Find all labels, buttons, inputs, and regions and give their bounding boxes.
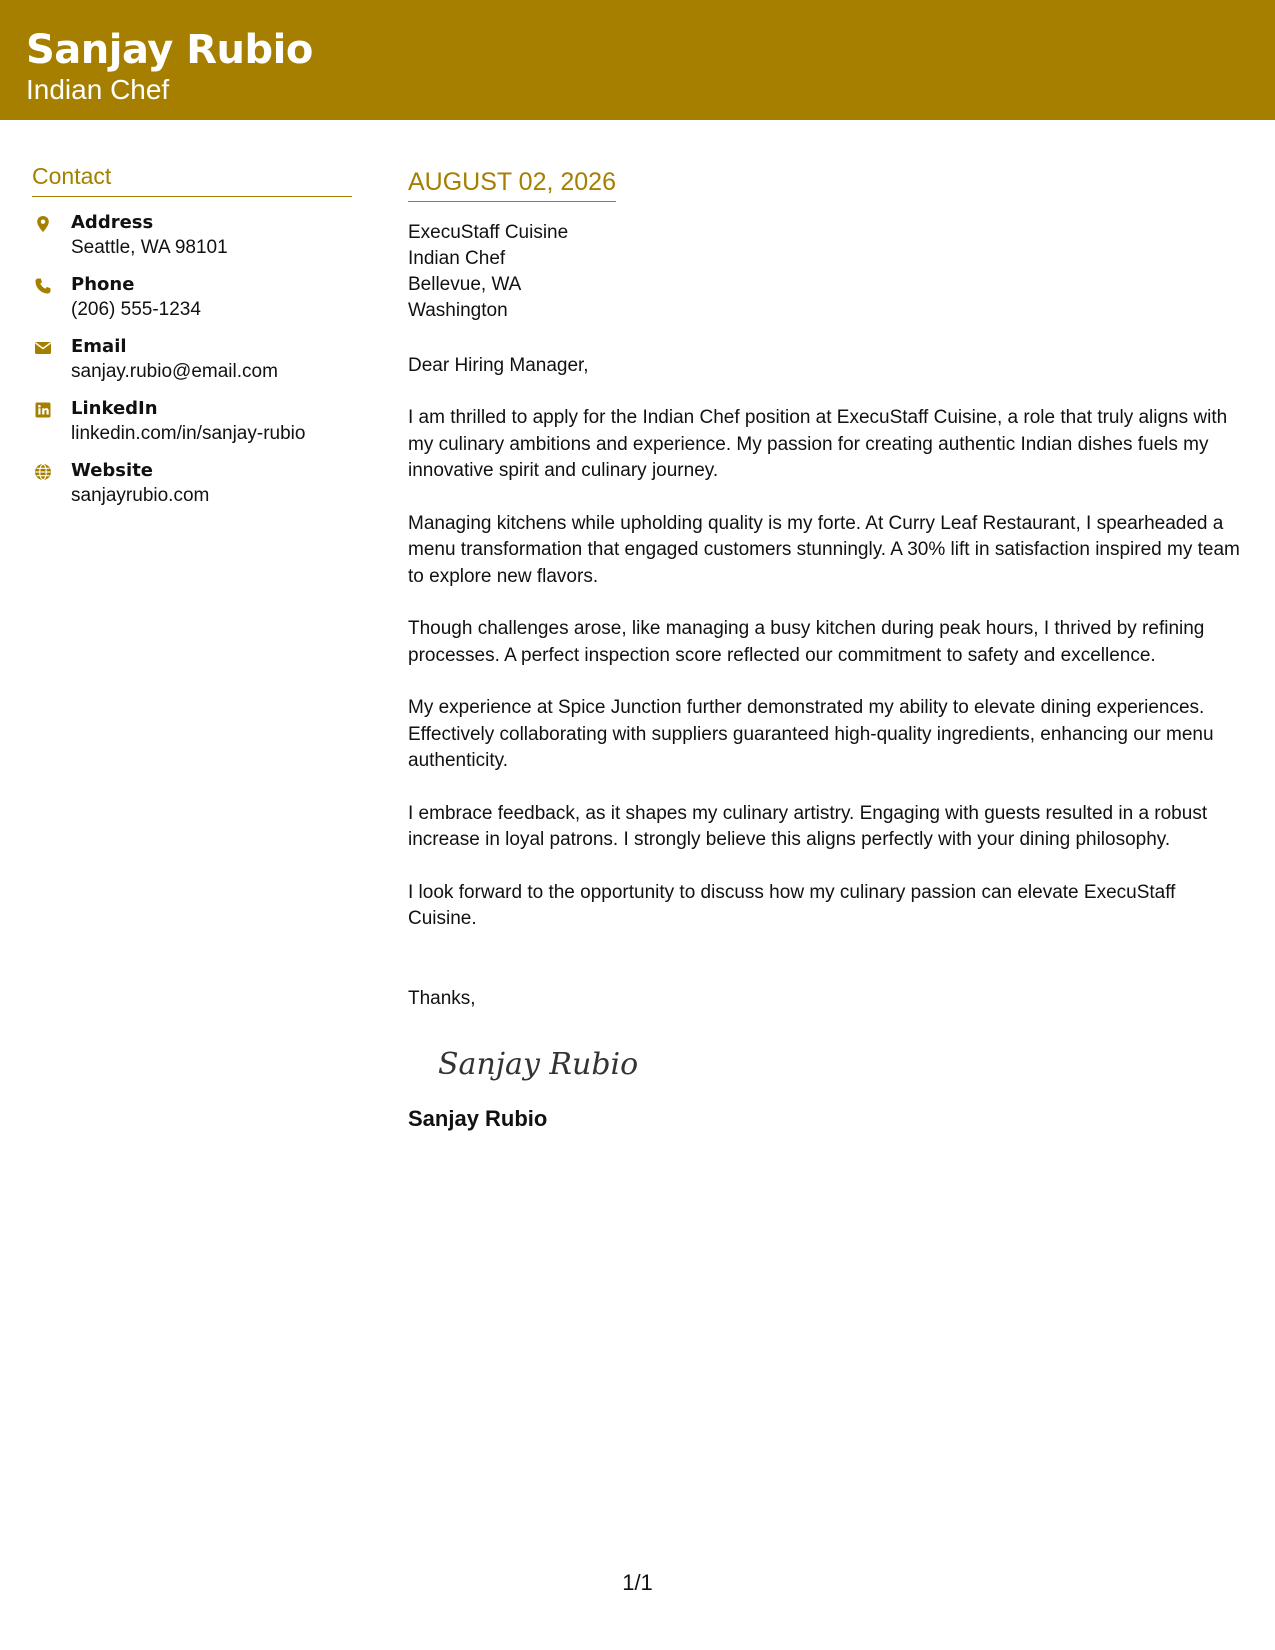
handwritten-signature	[434, 1034, 644, 1094]
signer-name: Sanjay Rubio	[408, 1105, 548, 1131]
contact-item-address	[32, 211, 352, 260]
envelope-icon	[34, 339, 52, 357]
linkedin-icon	[34, 401, 52, 419]
recipient-city: Bellevue, WA	[408, 274, 522, 295]
recipient-company: ExecuStaff Cuisine	[408, 222, 569, 243]
contact-label: Phone	[71, 274, 135, 295]
contact-label: Website	[71, 460, 154, 481]
map-pin-icon	[34, 215, 52, 233]
recipient-position: Indian Chef	[408, 248, 506, 269]
contact-label: Address	[71, 212, 154, 233]
signature-text: Sanjay Rubio	[438, 1046, 639, 1082]
contact-value: (206) 555-1234	[71, 299, 201, 320]
closing: Thanks,	[408, 987, 476, 1009]
contact-item-email	[32, 335, 352, 384]
letter-body	[408, 165, 1248, 1134]
contact-value: sanjay.rubio@email.com	[71, 361, 278, 382]
contact-sidebar	[32, 160, 352, 521]
paragraph: I am thrilled to apply for the Indian Chef position at ExecuStaff Cuisine, a role that truly aligns with my culinary ambitions and experience. My passion for creating authentic Indian dishes fuels my innovative spirit and culinary journey.	[408, 407, 1228, 481]
globe-icon	[34, 463, 52, 481]
contact-heading: Contact	[32, 160, 352, 197]
paragraph: Managing kitchens while upholding quality is my forte. At Curry Leaf Restaurant, I spearheaded a menu transformation that engaged customers stunningly. A 30% lift in satisfaction inspired my team to explore new flavors.	[408, 512, 1240, 587]
letter-date: AUGUST 02, 2026	[408, 165, 616, 202]
applicant-name: Sanjay Rubio	[26, 27, 313, 73]
paragraph: I look forward to the opportunity to discuss how my culinary passion can elevate ExecuStaff Cuisine.	[408, 881, 1176, 929]
phone-icon	[34, 277, 52, 295]
contact-item-phone	[32, 273, 352, 322]
paragraph: I embrace feedback, as it shapes my culinary artistry. Engaging with guests resulted in a robust increase in loyal patrons. I strongly believe this aligns perfectly with your dining philosophy.	[408, 802, 1208, 850]
page-number: 1/1	[622, 1570, 653, 1595]
recipient-state: Washington	[408, 300, 508, 321]
contact-value: linkedin.com/in/sanjay-rubio	[71, 423, 306, 444]
contact-item-website	[32, 459, 352, 508]
contact-value: Seattle, WA 98101	[71, 237, 228, 258]
header-banner	[0, 0, 1275, 120]
applicant-title: Indian Chef	[26, 74, 170, 105]
recipient-block	[408, 220, 1248, 324]
salutation: Dear Hiring Manager,	[408, 355, 589, 376]
contact-label: Email	[71, 336, 127, 357]
contact-label: LinkedIn	[71, 398, 158, 419]
contact-item-linkedin	[32, 397, 352, 446]
paragraph: Though challenges arose, like managing a busy kitchen during peak hours, I thrived by refining processes. A perfect inspection score reflected our commitment to safety and excellence.	[408, 618, 1205, 666]
contact-value: sanjayrubio.com	[71, 485, 210, 506]
paragraph: My experience at Spice Junction further demonstrated my ability to elevate dining experiences. Effectively collaborating with suppliers guaranteed high-quality ingredients, enhancing our menu authenticity.	[408, 697, 1214, 771]
